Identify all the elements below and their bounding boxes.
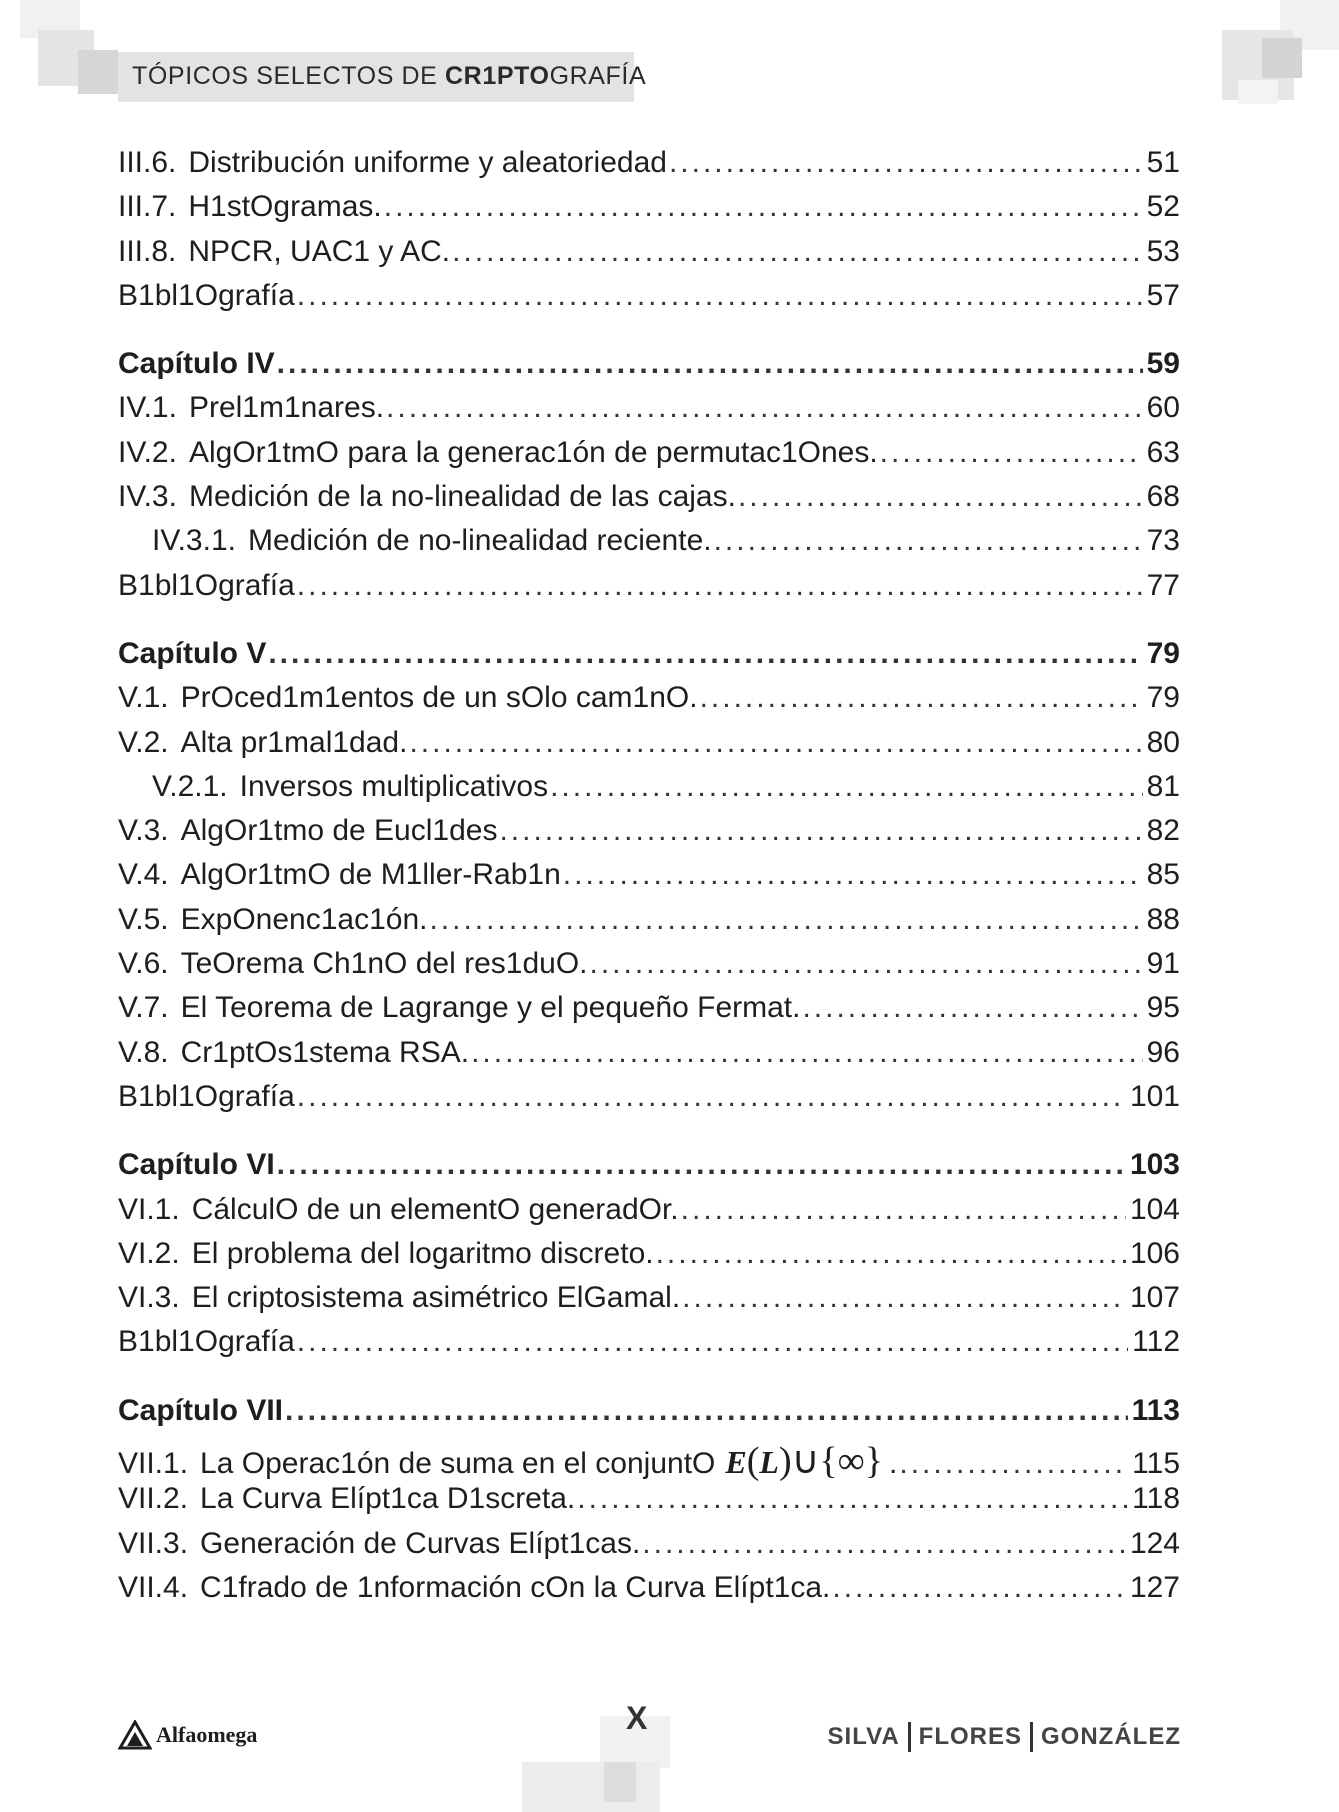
toc-entry-row[interactable] bbox=[118, 947, 1180, 991]
toc-leader-dots bbox=[297, 569, 1143, 603]
toc-leader-dots bbox=[452, 235, 1143, 269]
toc-entry-row[interactable] bbox=[118, 1527, 1180, 1571]
math-symbol-l: L bbox=[759, 1444, 779, 1481]
toc-page-number: 53 bbox=[1146, 234, 1180, 268]
toc-leader-dots bbox=[297, 1080, 1126, 1114]
toc-page-number: 51 bbox=[1146, 146, 1180, 179]
toc-page-number: 85 bbox=[1146, 858, 1180, 892]
toc-entry-title: B1bl1Ografía bbox=[118, 278, 295, 312]
toc-page-number: 63 bbox=[1146, 435, 1180, 469]
toc-entry-title: Alta pr1mal1dad. bbox=[180, 725, 408, 759]
toc-entry-row[interactable] bbox=[118, 1438, 1180, 1482]
toc-page-number: 80 bbox=[1146, 725, 1180, 759]
math-symbol-e: E bbox=[725, 1444, 747, 1481]
toc-entry-row[interactable] bbox=[118, 235, 1180, 279]
author-separator bbox=[1030, 1722, 1033, 1752]
toc-entry-title: CálculO de un elementO generadOr. bbox=[191, 1192, 679, 1226]
toc-entry-number: V.7. bbox=[118, 991, 169, 1025]
toc-page-number: 82 bbox=[1146, 814, 1180, 848]
toc-page-number: 118 bbox=[1132, 1482, 1180, 1516]
toc-page-number: 79 bbox=[1146, 636, 1180, 670]
toc-leader-dots bbox=[409, 726, 1142, 760]
toc-leader-dots bbox=[550, 770, 1143, 804]
toc-page-number: 59 bbox=[1146, 347, 1180, 381]
toc-page-number: 73 bbox=[1146, 524, 1180, 558]
toc-entry-number: III.7. bbox=[118, 190, 177, 224]
toc-entry-row[interactable] bbox=[118, 1325, 1180, 1369]
toc-page-number: 88 bbox=[1146, 902, 1180, 936]
toc-leader-dots bbox=[681, 1193, 1126, 1227]
toc-leader-dots bbox=[499, 814, 1142, 848]
header-title-mid: CR1PTO bbox=[445, 62, 550, 90]
toc-page-number: 95 bbox=[1146, 991, 1180, 1025]
toc-entry-row[interactable] bbox=[118, 569, 1180, 613]
toc-leader-dots bbox=[642, 1527, 1126, 1561]
toc-leader-dots bbox=[714, 524, 1143, 558]
toc-leader-dots bbox=[277, 347, 1143, 381]
toc-entry-title: El Teorema de Lagrange y el pequeño Fermat. bbox=[180, 991, 801, 1025]
toc-page-number: 127 bbox=[1129, 1570, 1180, 1604]
toc-entry-number: IV.3. bbox=[118, 480, 177, 514]
toc-entry-title: Cr1ptOs1stema RSA. bbox=[180, 1035, 470, 1069]
toc-entry-number: VI.3. bbox=[118, 1281, 180, 1315]
toc-entry-row[interactable] bbox=[118, 1571, 1180, 1615]
toc-leader-dots bbox=[682, 1281, 1126, 1315]
toc-entry-number: IV.1. bbox=[118, 391, 177, 425]
toc-entry-title: C1frado de 1nformación cOn la Curva Elípt1ca. bbox=[200, 1570, 831, 1604]
toc-page-number: 52 bbox=[1146, 190, 1180, 224]
toc-entry-number: V.2.1. bbox=[152, 769, 228, 803]
toc-entry-row[interactable] bbox=[118, 436, 1180, 480]
toc-chapter-row[interactable] bbox=[118, 347, 1180, 391]
toc-chapter-title: Capítulo IV bbox=[118, 347, 275, 381]
toc-entry-row[interactable] bbox=[118, 858, 1180, 902]
author-name: SILVA bbox=[827, 1723, 900, 1750]
toc-entry-title: Medición de la no-linealidad de las cajas. bbox=[188, 480, 736, 514]
toc-leader-dots bbox=[738, 480, 1143, 514]
toc-leader-dots bbox=[297, 1325, 1128, 1359]
toc-page-number: 60 bbox=[1146, 391, 1180, 425]
toc-leader-dots bbox=[429, 903, 1142, 937]
toc-page-number: 104 bbox=[1129, 1192, 1180, 1226]
toc-entry-row[interactable] bbox=[118, 146, 1180, 190]
toc-page-number: 106 bbox=[1129, 1236, 1180, 1270]
toc-entry-title: Distribución uniforme y aleatoriedad bbox=[188, 146, 667, 179]
toc-entry-title: PrOced1m1entos de un sOlo cam1nO. bbox=[180, 681, 698, 715]
toc-entry-row[interactable] bbox=[118, 1193, 1180, 1237]
toc-page-number: 77 bbox=[1146, 568, 1180, 602]
toc-leader-dots bbox=[656, 1237, 1126, 1271]
toc-leader-dots bbox=[700, 681, 1143, 715]
toc-entry-row[interactable] bbox=[118, 903, 1180, 947]
toc-page-number: 103 bbox=[1129, 1148, 1180, 1182]
toc-entry-title: NPCR, UAC1 y AC. bbox=[188, 234, 451, 268]
toc-leader-dots bbox=[669, 146, 1143, 180]
toc-page-number: 57 bbox=[1146, 278, 1180, 312]
toc-page-number: 91 bbox=[1146, 947, 1180, 981]
toc-entry-row[interactable] bbox=[118, 1036, 1180, 1080]
math-bracket: ) bbox=[778, 1440, 792, 1483]
toc-page-number: 115 bbox=[1132, 1447, 1180, 1481]
decor-square bbox=[522, 1762, 660, 1812]
toc-entry-row[interactable] bbox=[118, 1281, 1180, 1325]
toc-entry-row[interactable] bbox=[118, 279, 1180, 323]
math-infinity: ∞ bbox=[837, 1440, 865, 1483]
toc-leader-dots bbox=[384, 190, 1143, 224]
toc-leader-dots bbox=[285, 1394, 1128, 1428]
toc-entry-title: Generación de Curvas Elípt1cas. bbox=[200, 1526, 641, 1560]
toc-entry-title: Prel1m1nares. bbox=[188, 391, 385, 425]
toc-chapter-row[interactable] bbox=[118, 637, 1180, 681]
toc-chapter-row[interactable] bbox=[118, 1394, 1180, 1438]
toc-entry-row[interactable] bbox=[118, 524, 1180, 568]
toc-entry-row[interactable] bbox=[118, 391, 1180, 435]
toc-entry-title: La Curva Elípt1ca D1screta. bbox=[200, 1482, 576, 1516]
toc-page-number: 101 bbox=[1129, 1079, 1180, 1113]
toc-leader-dots bbox=[471, 1036, 1143, 1070]
toc-chapter-title: Capítulo V bbox=[118, 636, 267, 670]
toc-entry-title: TeOrema Ch1nO del res1duO. bbox=[180, 947, 588, 981]
toc-entry-number: III.8. bbox=[118, 234, 177, 268]
toc-entry-number: V.1. bbox=[118, 681, 169, 715]
toc-entry-number: V.8. bbox=[118, 1035, 169, 1069]
authors bbox=[828, 1722, 1181, 1752]
toc-entry-row[interactable] bbox=[118, 726, 1180, 770]
alfaomega-logo-icon bbox=[118, 1720, 152, 1750]
toc-entry-number: V.5. bbox=[118, 902, 169, 936]
toc-entry-number: III.6. bbox=[118, 146, 177, 179]
toc-entry-number: V.2. bbox=[118, 725, 169, 759]
toc-entry-number: V.3. bbox=[118, 814, 169, 848]
toc-leader-dots bbox=[563, 858, 1143, 892]
toc-page-number: 79 bbox=[1146, 681, 1180, 715]
table-of-contents bbox=[118, 146, 1180, 1615]
toc-page-number: 81 bbox=[1146, 769, 1180, 803]
publisher-logo bbox=[118, 1720, 257, 1750]
toc-entry-number: IV.3.1. bbox=[152, 524, 236, 558]
toc-leader-dots bbox=[386, 391, 1143, 425]
toc-entry-title: B1bl1Ografía bbox=[118, 1325, 295, 1359]
toc-entry-number: IV.2. bbox=[118, 435, 177, 469]
toc-page-number: 107 bbox=[1129, 1281, 1180, 1315]
toc-chapter-row[interactable] bbox=[118, 1148, 1180, 1192]
toc-chapter-title: Capítulo VI bbox=[118, 1148, 275, 1182]
toc-leader-dots bbox=[268, 637, 1142, 671]
author-name: FLORES bbox=[918, 1723, 1022, 1750]
header-title-prefix: TÓPICOS SELECTOS DE bbox=[132, 62, 446, 90]
toc-entry-title: La Operac1ón de suma en el conjuntO bbox=[200, 1447, 716, 1481]
toc-leader-dots bbox=[297, 279, 1143, 313]
toc-leader-dots bbox=[590, 947, 1143, 981]
toc-leader-dots bbox=[802, 991, 1142, 1025]
toc-entry-title: B1bl1Ografía bbox=[118, 568, 295, 602]
toc-leader-dots bbox=[899, 1447, 1128, 1481]
page-number: X bbox=[626, 1700, 648, 1736]
toc-entry-number: VI.1. bbox=[118, 1192, 180, 1226]
toc-entry-title: Inversos multiplicativos bbox=[239, 769, 549, 803]
toc-entry-title: AlgOr1tmo de Eucl1des bbox=[180, 814, 498, 848]
toc-entry-number: VII.3. bbox=[118, 1526, 189, 1560]
toc-leader-dots bbox=[832, 1571, 1126, 1605]
author-separator bbox=[908, 1722, 911, 1752]
toc-page-number: 68 bbox=[1146, 480, 1180, 514]
toc-entry-title: AlgOr1tmO de M1ller-Rab1n bbox=[180, 858, 561, 892]
toc-entry-title: H1stOgramas. bbox=[188, 190, 382, 224]
toc-entry-row[interactable] bbox=[118, 991, 1180, 1035]
math-expression bbox=[715, 1438, 883, 1483]
decor-square bbox=[604, 1762, 636, 1802]
toc-entry-title: Medición de no-linealidad reciente. bbox=[247, 524, 712, 558]
toc-entry-row[interactable] bbox=[118, 814, 1180, 858]
decor-square bbox=[1262, 38, 1302, 78]
toc-entry-title: El problema del logaritmo discreto. bbox=[191, 1236, 654, 1270]
toc-leader-dots bbox=[277, 1148, 1126, 1182]
decor-square bbox=[1238, 80, 1278, 104]
toc-entry-row[interactable] bbox=[118, 480, 1180, 524]
toc-chapter-title: Capítulo VII bbox=[118, 1393, 283, 1427]
toc-entry-number: V.6. bbox=[118, 947, 169, 981]
math-bracket: ( bbox=[746, 1440, 760, 1483]
decor-square bbox=[78, 50, 118, 94]
header-title-suffix: GRAFÍA bbox=[549, 62, 647, 90]
toc-entry-row[interactable] bbox=[118, 1237, 1180, 1281]
toc-entry-number: VII.4. bbox=[118, 1570, 189, 1604]
toc-entry-number: V.4. bbox=[118, 858, 169, 892]
toc-entry-number: VI.2. bbox=[118, 1236, 180, 1270]
toc-entry-row[interactable] bbox=[118, 1482, 1180, 1526]
toc-entry-number: VII.2. bbox=[118, 1482, 189, 1516]
author-name: GONZÁLEZ bbox=[1041, 1723, 1181, 1750]
toc-entry-number: VII.1. bbox=[118, 1447, 189, 1481]
toc-entry-row[interactable] bbox=[118, 190, 1180, 234]
toc-page-number: 112 bbox=[1132, 1325, 1180, 1359]
math-bracket: { bbox=[819, 1440, 838, 1483]
toc-leader-dots bbox=[577, 1482, 1128, 1516]
toc-leader-dots bbox=[880, 436, 1143, 470]
toc-entry-title: AlgOr1tmO para la generac1ón de permutac1Ones. bbox=[188, 435, 878, 469]
toc-page-number: 96 bbox=[1146, 1035, 1180, 1069]
toc-page-number: 124 bbox=[1129, 1526, 1180, 1560]
toc-entry-title: El criptosistema asimétrico ElGamal. bbox=[191, 1281, 681, 1315]
toc-entry-row[interactable] bbox=[118, 681, 1180, 725]
math-tail: . bbox=[889, 1447, 898, 1481]
toc-entry-title: ExpOnenc1ac1ón. bbox=[180, 902, 428, 936]
toc-page-number: 113 bbox=[1131, 1393, 1180, 1427]
toc-entry-row[interactable] bbox=[118, 770, 1180, 814]
math-bracket: } bbox=[864, 1440, 884, 1483]
toc-entry-row[interactable] bbox=[118, 1080, 1180, 1124]
publisher-name: Alfaomega bbox=[156, 1722, 258, 1747]
math-union: ∪ bbox=[791, 1440, 820, 1483]
toc-entry-title: B1bl1Ografía bbox=[118, 1079, 295, 1113]
running-header bbox=[132, 62, 646, 91]
